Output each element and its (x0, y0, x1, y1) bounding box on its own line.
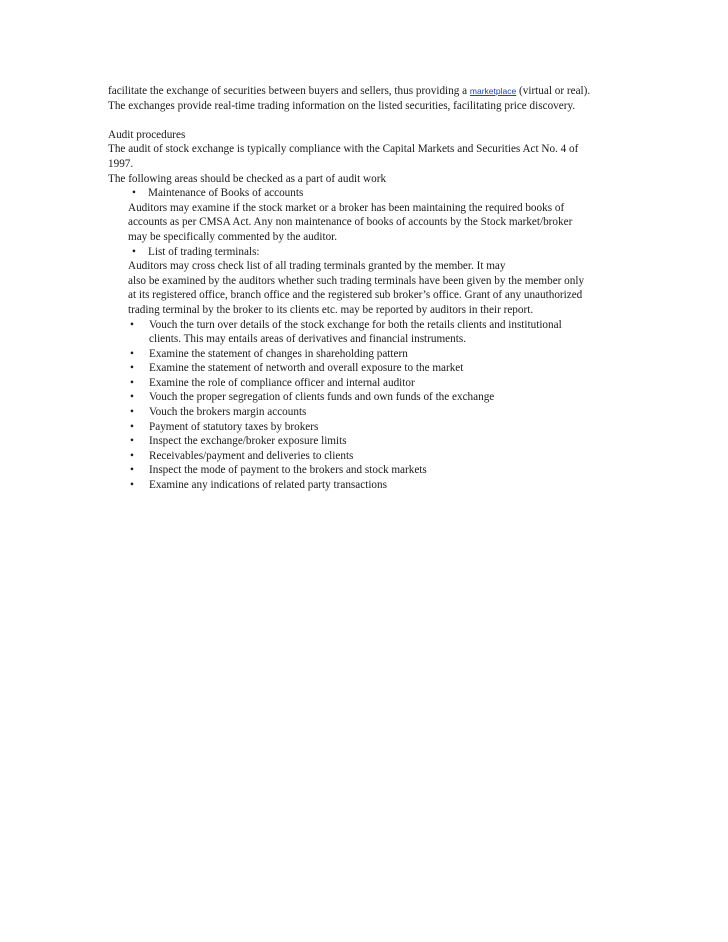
bullet-icon: • (130, 391, 134, 404)
list-item-text: Payment of statutory taxes by brokers (149, 420, 319, 433)
bullet-icon: • (130, 449, 134, 462)
list-item (108, 361, 628, 376)
list-item-text: Examine the statement of networth and overall exposure to the market (149, 362, 464, 375)
list-item (108, 347, 628, 362)
list-item-text: Examine the statement of changes in shareholding pattern (149, 347, 408, 360)
turnover-detail: clients. This may entails areas of derivatives and financial instruments. (149, 333, 466, 346)
bullet-icon: • (130, 318, 134, 331)
list-item-text: Inspect the mode of payment to the brokers and stock markets (149, 464, 427, 477)
bullet-icon: • (130, 347, 134, 360)
intro-line-1 (108, 84, 628, 99)
list-item-books (108, 186, 628, 201)
list-item-text: Vouch the turn over details of the stock exchange for both the retails clients and institutional (149, 318, 562, 331)
list-item (108, 478, 628, 493)
list-item (108, 405, 628, 420)
document-page (108, 84, 628, 493)
bullet-icon: • (130, 406, 134, 419)
marketplace-link[interactable]: marketplace (469, 86, 517, 96)
audit-paragraph-line-1: The audit of stock exchange is typically compliance with the Capital Markets and Securities Act No. 4 of (108, 143, 579, 156)
list-item-title: List of trading terminals: (148, 245, 260, 258)
list-item (108, 434, 628, 449)
books-detail-3: may be specifically commented by the auditor. (128, 230, 338, 243)
terminals-detail-2: also be examined by the auditors whether such trading terminals have been given by the member only (128, 274, 585, 287)
intro-text: facilitate the exchange of securities between buyers and sellers, thus providing a (108, 85, 470, 97)
section-heading: Audit procedures (108, 128, 186, 141)
bullet-icon: • (132, 245, 136, 258)
bullet-icon: • (130, 479, 134, 492)
list-item-text: Vouch the proper segregation of clients funds and own funds of the exchange (149, 391, 495, 404)
list-item-text: Examine the role of compliance officer and internal auditor (149, 376, 415, 389)
intro-text-end: (virtual or real). (516, 85, 591, 97)
list-item-text: Receivables/payment and deliveries to clients (149, 449, 354, 462)
bullet-icon: • (130, 435, 134, 448)
list-item-text: Vouch the brokers margin accounts (149, 406, 307, 419)
list-item-terminals (108, 245, 628, 260)
books-detail-1: Auditors may examine if the stock market or a broker has been maintaining the required books of (128, 201, 565, 214)
list-item-turnover (108, 318, 628, 333)
list-item-text: Examine any indications of related party transactions (149, 479, 387, 492)
areas-intro: The following areas should be checked as a part of audit work (108, 172, 387, 185)
list-item-text: Inspect the exchange/broker exposure limits (149, 435, 347, 448)
list-item (108, 420, 628, 435)
bullet-icon: • (130, 376, 134, 389)
bullet-icon: • (130, 362, 134, 375)
checklist (108, 347, 628, 493)
bullet-icon: • (130, 420, 134, 433)
terminals-detail-3: at its registered office, branch office and the registered sub broker’s office. Grant of any unauthorized (128, 289, 583, 302)
intro-line-2: The exchanges provide real-time trading information on the listed securities, facilitating price discovery. (108, 99, 576, 112)
terminals-detail-1: Auditors may cross check list of all trading terminals granted by the member. It may (128, 260, 506, 273)
audit-paragraph-line-2: 1997. (108, 157, 134, 170)
list-item (108, 376, 628, 391)
list-item (108, 463, 628, 478)
bullet-icon: • (132, 187, 136, 200)
bullet-icon: • (130, 464, 134, 477)
list-item (108, 390, 628, 405)
terminals-detail-4: trading terminal by the broker to its clients etc. may be reported by auditors in their report. (128, 303, 534, 316)
books-detail-2: accounts as per CMSA Act. Any non maintenance of books of accounts by the Stock market/broker (128, 216, 573, 229)
list-item-title: Maintenance of Books of accounts (148, 187, 304, 200)
list-item (108, 449, 628, 464)
